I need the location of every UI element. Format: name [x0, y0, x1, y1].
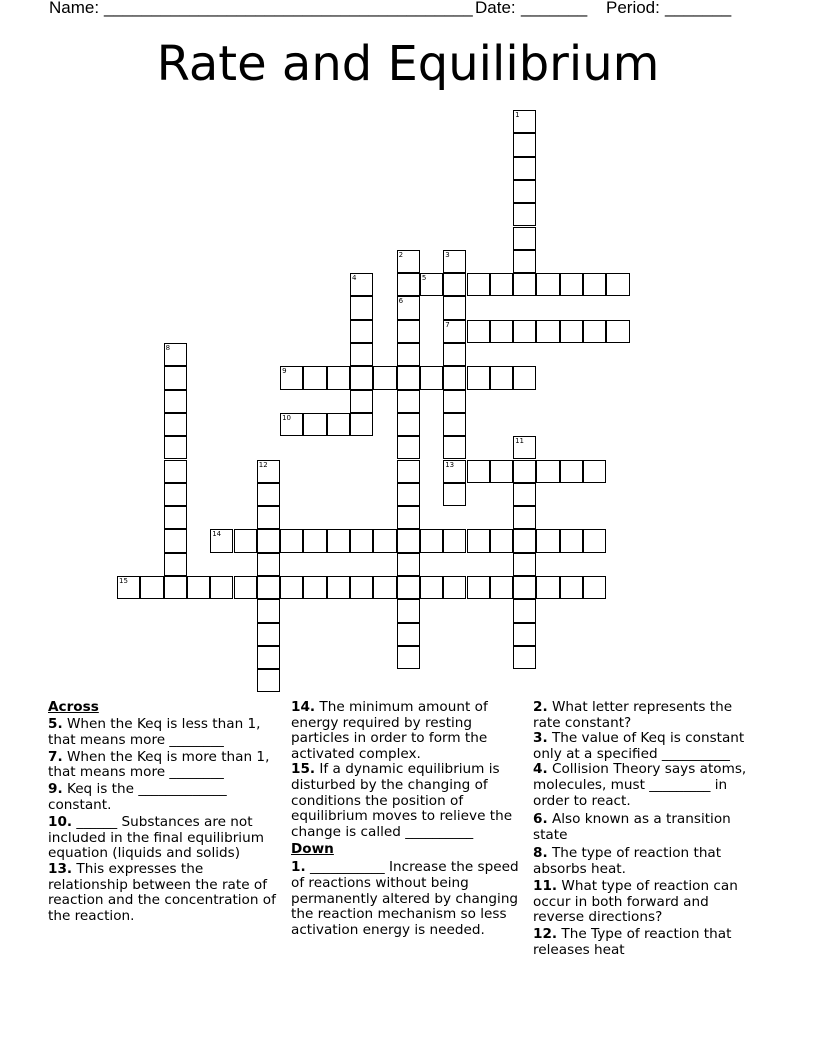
crossword-cell[interactable]	[490, 273, 513, 296]
crossword-cell[interactable]	[397, 320, 420, 343]
crossword-cell[interactable]	[397, 529, 420, 552]
crossword-cell[interactable]	[350, 390, 373, 413]
crossword-cell[interactable]	[467, 576, 490, 599]
crossword-cell[interactable]	[513, 646, 536, 669]
crossword-cell[interactable]	[513, 180, 536, 203]
crossword-cell[interactable]	[583, 273, 606, 296]
crossword-cell[interactable]	[536, 460, 559, 483]
crossword-cell[interactable]	[606, 320, 629, 343]
clue-down-6: 6. Also known as a transition state	[533, 811, 731, 843]
crossword-cell[interactable]	[560, 273, 583, 296]
crossword-cell[interactable]	[164, 436, 187, 459]
crossword-cell[interactable]	[443, 343, 466, 366]
crossword-cell[interactable]	[164, 553, 187, 576]
cell-number: 5	[421, 274, 427, 283]
crossword-cell[interactable]	[257, 576, 280, 599]
clue-column-3	[533, 700, 755, 959]
cell-number: 14	[212, 530, 222, 539]
crossword-cell[interactable]	[467, 320, 490, 343]
clue-across-7: 7. When the Keq is more than 1, that means more ________	[48, 748, 270, 781]
crossword-cell[interactable]	[397, 553, 420, 576]
clue-down-12: 12. The Type of reaction that releases heat	[533, 926, 732, 958]
crossword-cell[interactable]	[397, 413, 420, 436]
crossword-cell[interactable]	[536, 529, 559, 552]
cell-number: 13	[445, 460, 455, 469]
crossword-cell[interactable]	[536, 273, 559, 296]
cell-number: 2	[398, 250, 404, 259]
clue-column-1	[48, 700, 280, 924]
clue-down-4: 4. Collision Theory says atoms, molecules, must _________ in order to react.	[533, 761, 747, 809]
crossword-cell[interactable]	[513, 366, 536, 389]
cell-number: 7	[445, 320, 450, 329]
crossword-cell[interactable]	[303, 576, 326, 599]
crossword-cell[interactable]	[257, 483, 280, 506]
clue-across-5: 5. When the Keq is less than 1, that means more ________	[48, 716, 261, 748]
crossword-cell[interactable]	[513, 460, 536, 483]
crossword-cell[interactable]	[513, 506, 536, 529]
crossword-cell[interactable]	[164, 390, 187, 413]
crossword-cell[interactable]	[257, 553, 280, 576]
clue-down-3: 3. The value of Keq is constant only at a specified __________	[533, 730, 745, 762]
crossword-cell[interactable]	[397, 343, 420, 366]
crossword-cell[interactable]	[467, 529, 490, 552]
crossword-cell[interactable]	[443, 576, 466, 599]
clue-down-11: 11. What type of reaction can occur in both forward and reverse directions?	[533, 878, 738, 926]
cell-number: 11	[515, 437, 525, 446]
crossword-cell[interactable]	[327, 413, 350, 436]
crossword-cell[interactable]	[583, 576, 606, 599]
crossword-cell[interactable]	[257, 669, 280, 692]
across-header: Across	[48, 699, 99, 715]
clue-across-14: 14. The minimum amount of energy required by resting particles in order to form the activated complex.	[291, 699, 488, 762]
crossword-cell[interactable]	[513, 250, 536, 273]
crossword-cell[interactable]	[583, 460, 606, 483]
crossword-cell[interactable]	[350, 366, 373, 389]
clue-across-9: 9. Keq is the _____________ constant.	[48, 781, 227, 814]
crossword-cell[interactable]	[373, 366, 396, 389]
crossword-cell[interactable]	[257, 529, 280, 552]
cell-number: 15	[119, 577, 128, 585]
crossword-cell[interactable]	[257, 646, 280, 669]
crossword-cell[interactable]	[513, 623, 536, 646]
crossword-cell[interactable]	[327, 576, 350, 599]
crossword-cell[interactable]	[303, 529, 326, 552]
crossword-cell[interactable]	[467, 273, 490, 296]
crossword-cell[interactable]	[443, 273, 466, 296]
crossword-cell[interactable]	[490, 320, 513, 343]
crossword-cell[interactable]	[467, 460, 490, 483]
clue-down-2: 2. What letter represents the rate constant?	[533, 699, 733, 731]
crossword-cell[interactable]	[560, 320, 583, 343]
clue-across-10: 10. ______ Substances are not included in the final equilibrium equation (liquids and solids)	[48, 814, 264, 862]
crossword-cell[interactable]	[513, 227, 536, 250]
crossword-cell[interactable]	[373, 576, 396, 599]
crossword-cell[interactable]	[443, 296, 466, 319]
crossword-cell[interactable]	[513, 599, 536, 622]
crossword-cell[interactable]	[397, 576, 420, 599]
period-label: Period:	[606, 0, 660, 17]
crossword-cell[interactable]	[513, 273, 536, 296]
date-label: Date:	[475, 0, 516, 17]
cell-number: 4	[352, 274, 357, 283]
date-blank[interactable]: _______	[521, 0, 588, 17]
crossword-cell[interactable]	[234, 576, 257, 599]
cell-number: 9	[282, 367, 287, 376]
crossword-cell[interactable]	[606, 273, 629, 296]
period-blank[interactable]: _______	[665, 0, 732, 17]
crossword-cell[interactable]	[443, 413, 466, 436]
crossword-cell[interactable]	[443, 483, 466, 506]
crossword-cell[interactable]	[513, 320, 536, 343]
crossword-cell[interactable]	[443, 390, 466, 413]
crossword-cell[interactable]	[350, 296, 373, 319]
crossword-cell[interactable]	[397, 460, 420, 483]
crossword-cell[interactable]	[513, 203, 536, 226]
crossword-cell[interactable]	[164, 460, 187, 483]
cell-number: 1	[515, 111, 520, 119]
crossword-cell[interactable]	[327, 366, 350, 389]
crossword-cell[interactable]	[234, 529, 257, 552]
crossword-cell[interactable]	[397, 599, 420, 622]
cell-number: 6	[398, 297, 404, 306]
crossword-cell[interactable]	[350, 576, 373, 599]
puzzle-title: Rate and Equilibrium	[156, 36, 660, 92]
crossword-cell[interactable]	[560, 576, 583, 599]
crossword-cell[interactable]	[280, 529, 303, 552]
clue-across-15: 15. If a dynamic equilibrium is disturbed by the changing of conditions the position of equilibrium moves to relieve the change is called __________	[291, 761, 513, 840]
crossword-cell[interactable]	[467, 366, 490, 389]
crossword-cell[interactable]	[583, 529, 606, 552]
crossword-cell[interactable]	[490, 460, 513, 483]
crossword-cell[interactable]	[536, 320, 559, 343]
crossword-cell[interactable]	[560, 460, 583, 483]
cell-number: 12	[258, 460, 268, 469]
crossword-cell[interactable]	[257, 623, 280, 646]
crossword-cell[interactable]	[583, 320, 606, 343]
crossword-cell[interactable]	[280, 576, 303, 599]
crossword-cell[interactable]	[164, 366, 187, 389]
crossword-cell[interactable]	[397, 623, 420, 646]
name-blank[interactable]: _______________________________________	[104, 0, 473, 17]
crossword-cell[interactable]	[350, 529, 373, 552]
crossword-cell[interactable]	[513, 553, 536, 576]
crossword-cell[interactable]	[350, 413, 373, 436]
crossword-cell[interactable]	[210, 576, 233, 599]
crossword-cell[interactable]	[257, 506, 280, 529]
crossword-cell[interactable]	[327, 529, 350, 552]
crossword-cell[interactable]	[513, 529, 536, 552]
crossword-cell[interactable]	[490, 576, 513, 599]
crossword-cell[interactable]	[397, 273, 420, 296]
crossword-cell[interactable]	[187, 576, 210, 599]
crossword-cell[interactable]	[420, 366, 443, 389]
crossword-cell[interactable]	[420, 576, 443, 599]
crossword-cell[interactable]	[164, 506, 187, 529]
down-header: Down	[291, 840, 334, 857]
crossword-cell[interactable]	[164, 576, 187, 599]
crossword-cell[interactable]	[560, 529, 583, 552]
crossword-cell[interactable]	[397, 366, 420, 389]
crossword-cell[interactable]	[164, 529, 187, 552]
crossword-cell[interactable]	[443, 366, 466, 389]
crossword-cell[interactable]	[420, 529, 443, 552]
crossword-cell[interactable]	[490, 366, 513, 389]
name-label: Name:	[49, 0, 100, 17]
crossword-cell[interactable]	[443, 529, 466, 552]
crossword-cell[interactable]	[350, 320, 373, 343]
clue-down-8: 8. The type of reaction that absorbs heat.	[533, 845, 722, 877]
clue-column-2	[291, 700, 523, 938]
crossword-cell[interactable]	[536, 576, 559, 599]
crossword-cell[interactable]	[397, 506, 420, 529]
crossword-cell[interactable]	[397, 646, 420, 669]
crossword-cell[interactable]	[164, 413, 187, 436]
crossword-cell[interactable]	[257, 599, 280, 622]
crossword-cell[interactable]	[164, 483, 187, 506]
crossword-cell[interactable]	[397, 390, 420, 413]
crossword-cell[interactable]	[490, 529, 513, 552]
crossword-cell[interactable]	[303, 413, 326, 436]
crossword-cell[interactable]	[350, 343, 373, 366]
crossword-cell[interactable]	[513, 576, 536, 599]
crossword-cell[interactable]	[513, 483, 536, 506]
crossword-cell[interactable]	[140, 576, 163, 599]
crossword-cell[interactable]	[513, 133, 536, 156]
crossword-cell[interactable]	[443, 436, 466, 459]
cell-number: 8	[165, 344, 171, 352]
crossword-cell[interactable]	[397, 483, 420, 506]
clue-across-13: 13. This expresses the relationship between the rate of reaction and the concentration of the reaction.	[48, 860, 276, 924]
cell-number: 10	[282, 413, 292, 422]
crossword-cell[interactable]	[373, 529, 396, 552]
cell-number: 3	[445, 250, 450, 259]
crossword-cell[interactable]	[397, 436, 420, 459]
crossword-cell[interactable]	[303, 366, 326, 389]
clue-down-1: 1. ___________ Increase the speed of reactions without being permanently altered by changing the reaction mechanism so less activation energy is needed.	[291, 859, 519, 938]
crossword-cell[interactable]	[513, 157, 536, 180]
